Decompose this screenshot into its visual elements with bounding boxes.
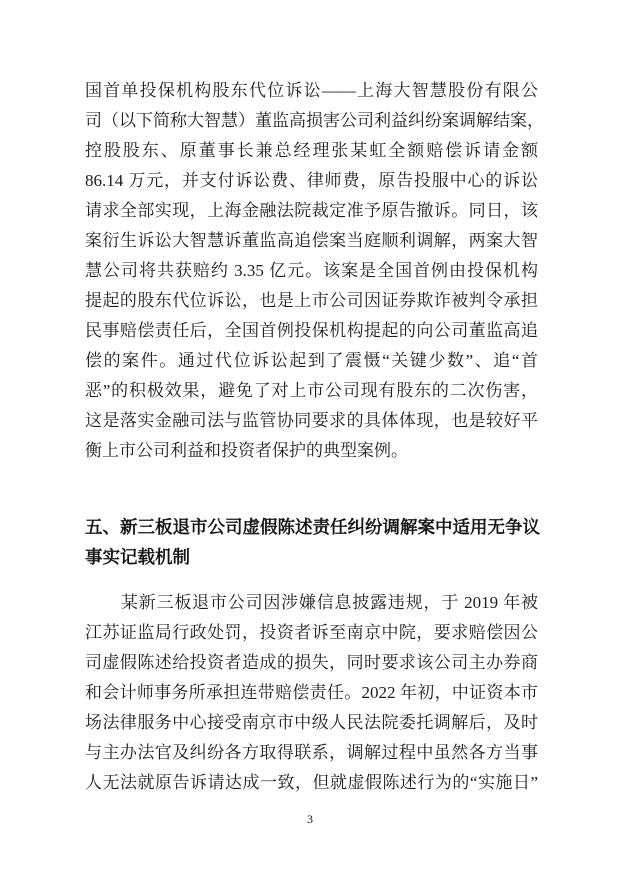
text-line: 场法律服务中心接受南京市中级人民法院委托调解后，及时 xyxy=(85,713,538,732)
section-body-paragraph xyxy=(85,588,538,798)
text-line: 衡上市公司利益和投资者保护的典型案例。 xyxy=(85,441,408,460)
text-line: 司（以下简称大智慧）董监高损害公司利益纠纷案调解结案， xyxy=(85,111,544,130)
text-line: 恶”的积极效果，避免了对上市公司现有股东的二次伤害， xyxy=(85,381,538,400)
text-line: 国首单投保机构股东代位诉讼——上海大智慧股份有限公 xyxy=(85,81,538,100)
page-number: 3 xyxy=(307,812,313,826)
text-line: 和会计师事务所承担连带赔偿责任。2022 年初，中证资本市 xyxy=(85,683,538,702)
text-line: 慧公司将共获赔约 3.35 亿元。该案是全国首例由投保机构 xyxy=(85,261,538,280)
text-line: 提起的股东代位诉讼，也是上市公司因证券欺诈被判令承担 xyxy=(85,291,538,310)
text-line: 司虚假陈述给投资者造成的损失，同时要求该公司主办券商 xyxy=(85,653,538,672)
text-line: 86.14 万元，并支付诉讼费、律师费，原告投服中心的诉讼 xyxy=(85,171,538,190)
text-line: 事实记载机制 xyxy=(85,547,190,567)
text-line: 案衍生诉讼大智慧诉董监高追偿案当庭顺利调解，两案大智 xyxy=(85,231,538,250)
text-line: 人无法就原告诉请达成一致，但就虚假陈述行为的“实施日” xyxy=(85,773,538,792)
text-line: 五、新三板退市公司虚假陈述责任纠纷调解案中适用无争议 xyxy=(85,517,540,537)
text-line: 偿的案件。通过代位诉讼起到了震慑“关键少数”、追“首 xyxy=(85,351,538,370)
text-line: 与主办法官及纠纷各方取得联系，调解过程中虽然各方当事 xyxy=(85,743,538,762)
text-line: 某新三板退市公司因涉嫌信息披露违规，于 2019 年被 xyxy=(121,593,538,612)
section-heading xyxy=(85,512,538,572)
text-line: 请求全部实现，上海金融法院裁定准予原告撤诉。同日，该 xyxy=(85,201,538,220)
text-line: 控股股东、原董事长兼总经理张某虹全额赔偿诉请金额 xyxy=(85,141,538,160)
text-line: 民事赔偿责任后，全国首例投保机构提起的向公司董监高追 xyxy=(85,321,538,340)
text-line: 江苏证监局行政处罚，投资者诉至南京中院，要求赔偿因公 xyxy=(85,623,538,642)
body-paragraph-continuation xyxy=(85,76,544,466)
text-line: 这是落实金融司法与监管协同要求的具体体现，也是较好平 xyxy=(85,411,538,430)
